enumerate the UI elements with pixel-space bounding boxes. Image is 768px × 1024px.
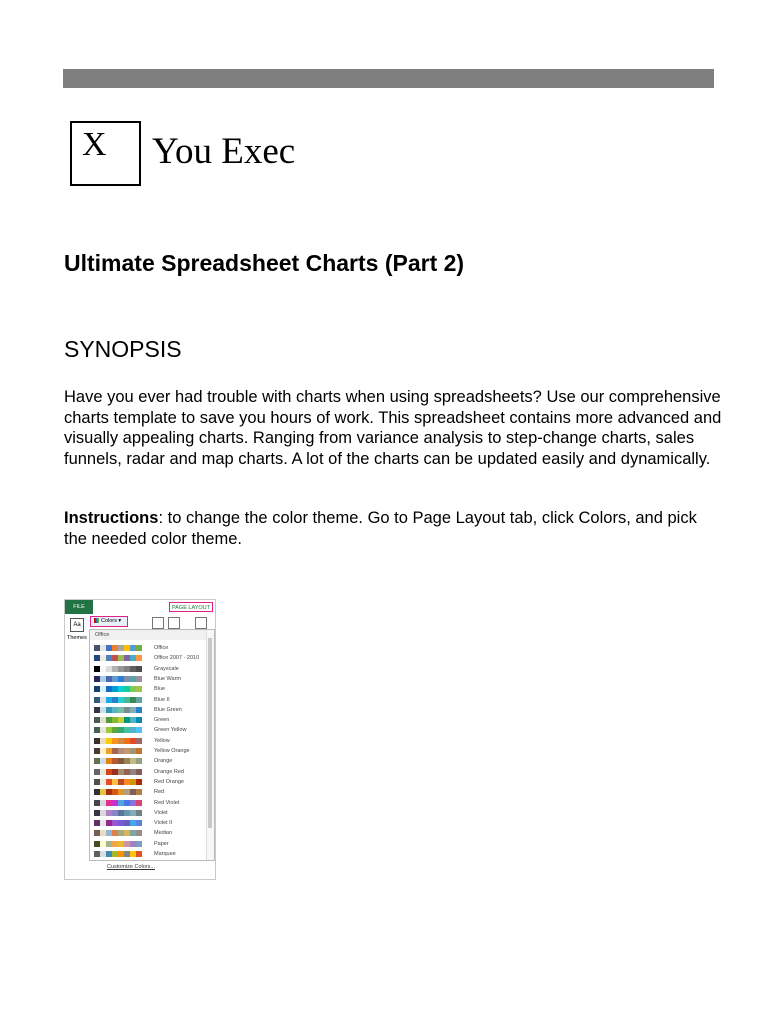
colors-dropdown-menu <box>89 629 215 861</box>
theme-option[interactable] <box>90 839 208 849</box>
palette-icon <box>94 618 99 623</box>
theme-option-label: Paper <box>154 840 169 847</box>
theme-option-label: Red Orange <box>154 778 184 785</box>
theme-option[interactable] <box>90 684 208 694</box>
synopsis-paragraph: Have you ever had trouble with charts when using spreadsheets? Use our comprehensive charts template to save you hours of work. This spreadsheet contains more advanced and visually appealing charts. Ranging from variance analysis to step-change charts, sales funnels, radar and map charts. A lot of the charts can be updated easily and dynamically. <box>64 388 722 468</box>
instructions-label: Instructions <box>64 509 159 527</box>
color-swatch <box>136 800 142 806</box>
color-swatch <box>136 841 142 847</box>
theme-option-label: Red <box>154 789 165 796</box>
logo-name: You Exec <box>152 131 296 172</box>
theme-swatches <box>94 830 142 836</box>
header-bar <box>63 69 714 88</box>
themes-label: Themes <box>67 635 87 641</box>
margins-icon[interactable] <box>152 617 164 629</box>
color-swatch <box>136 666 142 672</box>
color-swatch <box>136 748 142 754</box>
theme-swatches <box>94 655 142 661</box>
color-swatch <box>136 769 142 775</box>
theme-option-label: Green Yellow <box>154 727 187 734</box>
theme-swatches <box>94 810 142 816</box>
theme-option-label: Median <box>154 830 173 837</box>
theme-option-label: Red Violet <box>154 799 180 806</box>
theme-option-label: Orange Red <box>154 768 184 775</box>
size-icon[interactable] <box>195 617 207 629</box>
theme-option[interactable] <box>90 828 208 838</box>
theme-swatches <box>94 800 142 806</box>
logo-mark-letter: X <box>82 126 107 163</box>
theme-option-label: Orange <box>154 758 173 765</box>
theme-option-label: Green <box>154 717 170 724</box>
theme-swatches <box>94 707 142 713</box>
customize-colors-link[interactable]: Customize Colors... <box>107 864 155 870</box>
scroll-thumb[interactable] <box>208 638 212 828</box>
theme-option-label: Marquee <box>154 851 176 857</box>
theme-option[interactable] <box>90 787 208 797</box>
color-swatch <box>136 810 142 816</box>
color-swatch <box>136 717 142 723</box>
theme-option-label: Violet II <box>154 820 173 827</box>
color-swatch <box>136 779 142 785</box>
color-swatch <box>136 697 142 703</box>
color-swatch <box>136 727 142 733</box>
theme-swatches <box>94 758 142 764</box>
theme-swatches <box>94 686 142 692</box>
colors-button[interactable]: Colors ▾ <box>90 616 128 627</box>
theme-swatches <box>94 820 142 826</box>
theme-swatches <box>94 727 142 733</box>
theme-option-label: Office <box>154 645 169 651</box>
theme-option[interactable] <box>90 808 208 818</box>
theme-option-label: Blue Green <box>154 706 182 713</box>
color-swatch <box>136 851 142 857</box>
theme-option[interactable] <box>90 767 208 777</box>
theme-option[interactable] <box>90 756 208 766</box>
theme-option[interactable] <box>90 695 208 705</box>
color-swatch <box>136 655 142 661</box>
theme-option[interactable] <box>90 849 208 859</box>
section-heading: SYNOPSIS <box>64 336 182 362</box>
color-theme-screenshot <box>64 599 216 880</box>
theme-swatches <box>94 789 142 795</box>
instructions-paragraph <box>64 508 724 549</box>
theme-option[interactable] <box>90 736 208 746</box>
orientation-icon[interactable] <box>168 617 180 629</box>
theme-option-label: Yellow <box>154 737 170 744</box>
color-swatch <box>136 676 142 682</box>
theme-option[interactable] <box>90 643 208 653</box>
theme-swatches <box>94 738 142 744</box>
theme-swatches <box>94 645 142 651</box>
theme-option[interactable] <box>90 715 208 725</box>
file-tab[interactable]: FILE <box>65 600 93 614</box>
themes-icon[interactable]: Aa <box>70 618 84 632</box>
theme-option[interactable] <box>90 653 208 663</box>
page-title: Ultimate Spreadsheet Charts (Part 2) <box>64 250 465 276</box>
color-swatch <box>136 820 142 826</box>
theme-swatches <box>94 841 142 847</box>
color-swatch <box>136 758 142 764</box>
theme-option-label: Blue II <box>154 696 170 703</box>
theme-option[interactable] <box>90 664 208 674</box>
color-swatch <box>136 789 142 795</box>
theme-swatches <box>94 717 142 723</box>
theme-swatches <box>94 779 142 785</box>
theme-option-label: Blue Warm <box>154 675 181 682</box>
theme-swatches <box>94 666 142 672</box>
color-swatch <box>136 645 142 651</box>
theme-option[interactable] <box>90 798 208 808</box>
theme-option[interactable] <box>90 705 208 715</box>
page-layout-tab[interactable]: PAGE LAYOUT <box>169 602 213 612</box>
menu-header: Office <box>90 630 214 640</box>
menu-scrollbar[interactable] <box>206 630 214 860</box>
theme-option[interactable] <box>90 818 208 828</box>
color-swatch <box>136 686 142 692</box>
theme-option[interactable] <box>90 746 208 756</box>
theme-option[interactable] <box>90 725 208 735</box>
color-swatch <box>136 830 142 836</box>
instructions-text: : to change the color theme. Go to Page Layout tab, click Colors, and pick the needed color theme. <box>64 509 697 548</box>
theme-option-label: Yellow Orange <box>154 748 190 754</box>
theme-option-label: Violet <box>154 809 168 816</box>
theme-option-label: Grayscale <box>154 665 179 672</box>
theme-option[interactable] <box>90 777 208 787</box>
logo-mark <box>70 121 141 186</box>
color-swatch <box>136 738 142 744</box>
theme-swatches <box>94 676 142 682</box>
colors-button-label: Colors <box>101 618 117 624</box>
theme-swatches <box>94 769 142 775</box>
theme-option-label: Office 2007 - 2010 <box>154 655 200 662</box>
theme-swatches <box>94 748 142 754</box>
theme-option[interactable] <box>90 674 208 684</box>
theme-swatches <box>94 697 142 703</box>
color-swatch <box>136 707 142 713</box>
theme-swatches <box>94 851 142 857</box>
theme-option-label: Blue <box>154 686 166 693</box>
